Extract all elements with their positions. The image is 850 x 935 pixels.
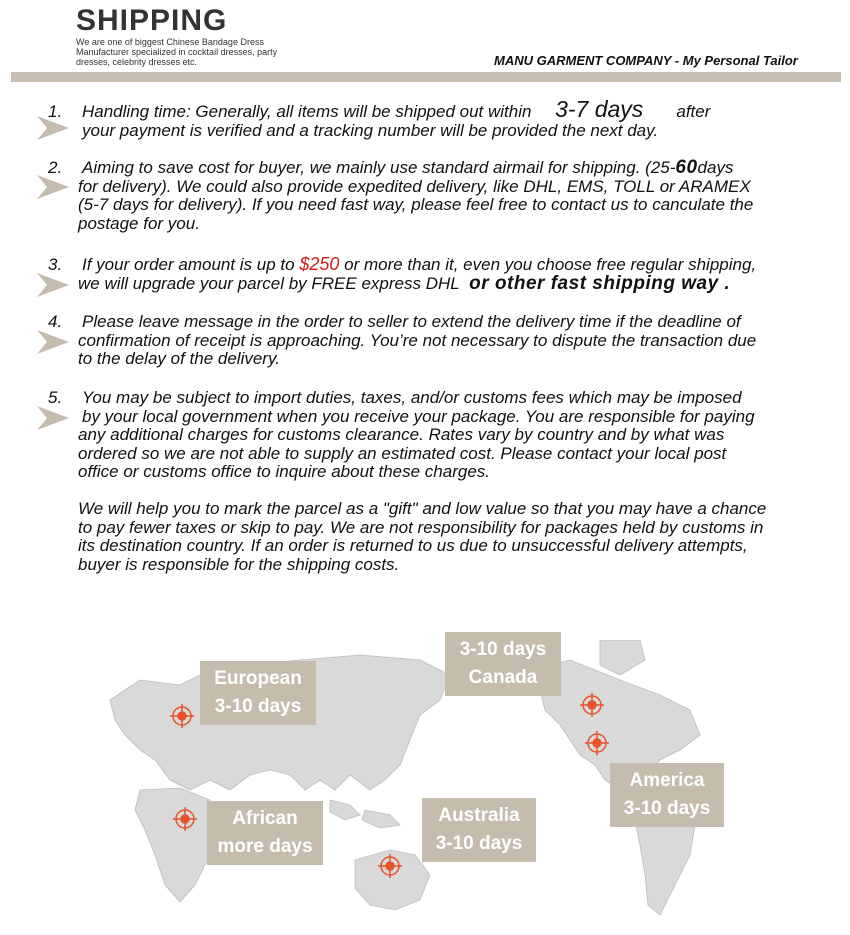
item-number: 3. — [48, 255, 63, 274]
delivery-time: 3-10 days — [623, 798, 711, 819]
shipping-item-1 — [48, 96, 818, 140]
header-divider — [11, 72, 841, 82]
note-text: to pay fewer taxes or skip to pay. We are not responsibility for packages held by customs in — [78, 517, 764, 537]
item-text: Handling time: Generally, all items will be shipped out within — [82, 102, 532, 121]
region-name: African — [232, 808, 298, 829]
delivery-time: 3-10 days — [435, 833, 523, 854]
item-text: after — [676, 102, 711, 121]
item-text: Aiming to save cost for buyer, we mainly use standard airmail for shipping. (25- — [82, 158, 676, 177]
region-name: European — [214, 668, 302, 689]
note-text: its destination country. If an order is returned to us due to unsuccessful delivery attempts, — [78, 536, 748, 555]
page-header — [0, 0, 850, 84]
label-america — [610, 763, 724, 827]
item-text: You may be subject to import duties, taxes, and/or customs fees which may be imposed — [82, 388, 742, 407]
item-text: confirmation of receipt is approaching. You’re not necessary to dispute the transaction due — [78, 330, 757, 350]
handling-time-highlight: 3-7 days — [555, 96, 644, 122]
item-text: or more than it, even you choose free regular shipping, — [344, 255, 757, 274]
item-text: to the delay of the delivery. — [78, 349, 280, 368]
delivery-time: more days — [217, 836, 313, 857]
item-text: any additional charges for customs clearance. Rates vary by country and by what was — [78, 425, 725, 444]
item-number: 4. — [48, 312, 63, 331]
delivery-time: 3-10 days — [459, 639, 547, 660]
order-amount-highlight: $250 — [299, 254, 340, 274]
item-number: 1. — [48, 102, 63, 121]
label-africa — [207, 801, 323, 865]
fast-shipping-highlight: or other fast shipping way . — [469, 272, 731, 294]
item-number: 5. — [48, 388, 63, 407]
item-text: by your local government when you receive your package. You are responsible for paying — [82, 406, 755, 426]
delivery-days-highlight: 60 — [675, 157, 698, 178]
label-canada — [445, 632, 561, 696]
page-title: SHIPPING — [76, 4, 228, 37]
item-text: postage for you. — [78, 213, 200, 233]
customs-gift-note — [78, 500, 838, 574]
item-text: we will upgrade your parcel by FREE express DHL — [78, 273, 460, 293]
item-text: (5-7 days for delivery). If you need fast way, please feel free to contact us to canculate the — [78, 195, 754, 214]
item-text: If your order amount is up to — [82, 255, 295, 274]
item-text: ordered so we are not able to supply an estimated cost. Please contact your local post — [78, 443, 727, 463]
shipping-item-4 — [48, 313, 818, 369]
greenland-landmass — [600, 640, 645, 675]
item-text: office or customs office to inquire about these charges. — [78, 462, 491, 481]
australia-landmass — [355, 850, 430, 910]
item-text: your payment is verified and a tracking number will be provided the next day. — [82, 120, 659, 140]
item-number: 2. — [48, 158, 63, 177]
item-text: Please leave message in the order to seller to extend the delivery time if the deadline of — [82, 312, 741, 331]
note-text: buyer is responsible for the shipping costs. — [78, 554, 400, 574]
note-text: We will help you to mark the parcel as a "gift" and low value so that you may have a chance — [78, 499, 767, 518]
item-text: days — [697, 158, 734, 177]
delivery-time: 3-10 days — [214, 696, 302, 717]
shipping-item-5 — [48, 389, 818, 482]
shipping-item-3 — [48, 255, 818, 293]
label-australia — [422, 798, 536, 862]
company-name: MANU GARMENT COMPANY - My Personal Tailor — [494, 53, 798, 68]
label-europe — [200, 661, 316, 725]
region-name: America — [629, 770, 705, 791]
shipping-item-2 — [48, 159, 818, 233]
company-tagline: We are one of biggest Chinese Bandage Dress Manufacturer specialized in cocktail dresses, party dresses, celebrity dresses etc. — [76, 37, 278, 67]
asia-islands — [330, 800, 400, 828]
region-name: Australia — [438, 805, 520, 826]
region-name: Canada — [468, 667, 538, 688]
item-text: for delivery). We could also provide expedited delivery, like DHL, EMS, TOLL or ARAMEX — [78, 176, 751, 196]
